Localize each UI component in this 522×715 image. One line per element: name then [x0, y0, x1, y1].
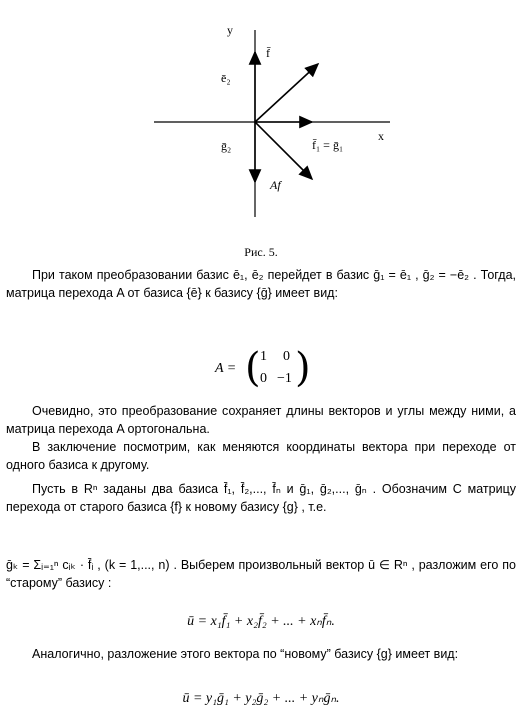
label-f: f̄	[266, 46, 270, 60]
matrix-lhs: A =	[215, 361, 237, 376]
matrix-cell: 0	[260, 371, 267, 386]
paragraph-5: ḡₖ = Σᵢ₌₁ⁿ cᵢₖ · f̄ᵢ , (k = 1,..., n) . Выберем произвольный вектор ū ∈ Rⁿ , разложим его по “старому” базису :	[6, 558, 516, 590]
label-e2: ē₂	[221, 71, 231, 85]
matrix-cell: 0	[283, 349, 290, 364]
axis-y-label: y	[227, 23, 233, 37]
vector-figure	[140, 12, 400, 237]
paragraph-1: При таком преобразовании базис ē₁, ē₂ перейдет в базис ḡ₁ = ē₁ , ḡ₂ = −ē₂ . Тогда, матрица перехода A от базиса {ē} к базису {ḡ} имеет вид:	[6, 268, 516, 300]
label-g2: ḡ₂	[221, 139, 232, 153]
formula-new-basis: ū = y₁ḡ₁ + y₂ḡ₂ + ... + yₙḡₙ.	[182, 691, 340, 706]
vector-af	[255, 122, 312, 179]
matrix-cell: −1	[277, 371, 292, 386]
paragraph-2: Очевидно, это преобразование сохраняет длины векторов и углы между ними, а матрица перехода A ортогональна.	[6, 404, 516, 436]
paragraph-4: Пусть в Rⁿ заданы два базиса f̄₁, f̄₂,..., f̄ₙ и ḡ₁, ḡ₂,..., ḡₙ . Обозначим C матрицу перехода от старого базиса {f} к новому базису {g} , т.е.	[6, 482, 516, 514]
axis-x-label: x	[378, 129, 384, 143]
label-af: Af	[270, 178, 281, 192]
paragraph-3: В заключение посмотрим, как меняются координаты вектора при переходе от одного базиса к другому.	[6, 440, 516, 472]
label-f1-g1: f̄₁ = ḡ₁	[312, 138, 344, 152]
figure-caption: Рис. 5.	[244, 245, 278, 259]
matrix-cell: 1	[260, 349, 267, 364]
vector-f	[255, 64, 318, 122]
matrix-a	[215, 347, 315, 393]
matrix-left-paren: (	[245, 345, 261, 391]
formula-old-basis: ū = x₁f̄₁ + x₂f̄₂ + ... + xₙf̄ₙ.	[187, 614, 335, 629]
matrix-right-paren: )	[295, 345, 311, 391]
paragraph-6: Аналогично, разложение этого вектора по “новому” базису {g} имеет вид:	[32, 647, 459, 661]
